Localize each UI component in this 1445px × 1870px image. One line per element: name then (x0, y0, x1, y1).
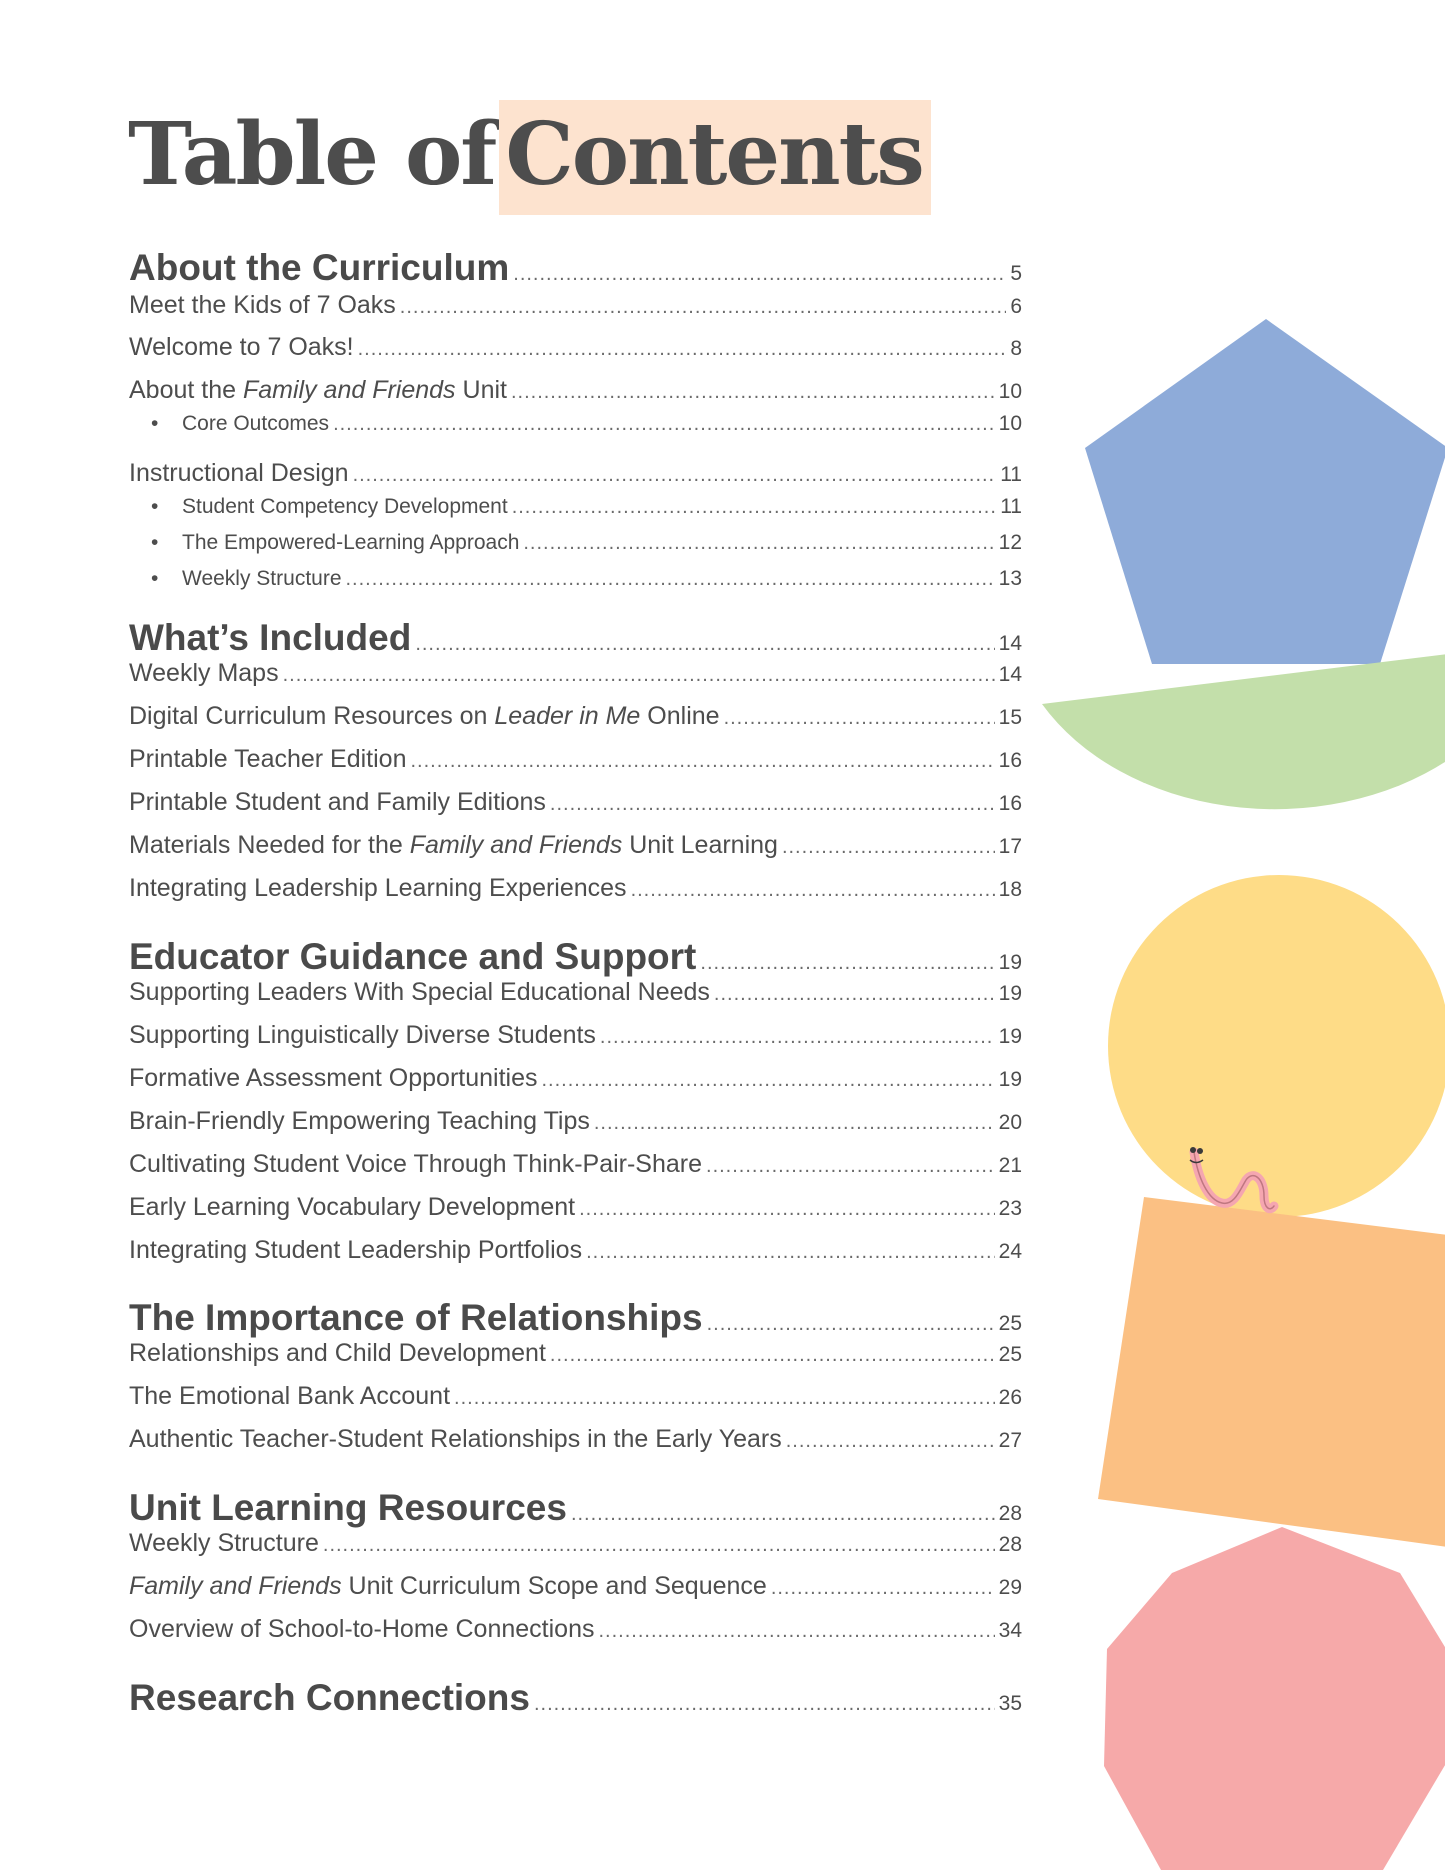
page-number: 5 (1010, 262, 1022, 285)
page-number: 14 (998, 663, 1022, 686)
page-number: 28 (998, 1533, 1022, 1556)
toc-label: Weekly Structure (129, 1529, 319, 1557)
toc-label-italic: Leader in Me (494, 702, 641, 730)
page-number: 18 (998, 878, 1022, 901)
toc-label: Core Outcomes (182, 412, 330, 435)
page-number: 19 (998, 1025, 1022, 1048)
page-number: 12 (998, 531, 1022, 554)
page-number: 19 (998, 951, 1022, 974)
page-number: 19 (998, 982, 1022, 1005)
toc-label: Unit Learning Resources (129, 1487, 567, 1528)
page-number: 25 (998, 1312, 1022, 1335)
page-number: 23 (998, 1197, 1022, 1220)
toc-label: Integrating Leadership Learning Experiences (129, 874, 627, 902)
toc-label: Research Connections (129, 1677, 530, 1718)
page-number: 17 (998, 835, 1022, 858)
page-number: 16 (998, 749, 1022, 772)
page-number: 8 (1010, 337, 1022, 360)
toc-label: Educator Guidance and Support (129, 936, 697, 977)
toc-label: The Emotional Bank Account (129, 1382, 451, 1410)
bullet-icon: • (151, 531, 159, 554)
page-number: 27 (998, 1429, 1022, 1452)
page-number: 10 (998, 380, 1022, 403)
bullet-icon: • (151, 412, 159, 435)
toc-label: Integrating Student Leadership Portfolios (129, 1236, 583, 1264)
toc-label: Authentic Teacher-Student Relationships in the Early Years (129, 1425, 782, 1453)
toc-label-italic: Family and Friends (242, 376, 456, 404)
toc-label: Relationships and Child Development (129, 1339, 546, 1367)
bullet-icon: • (151, 495, 159, 518)
page-number: 16 (998, 792, 1022, 815)
page-number: 11 (1000, 463, 1022, 486)
toc-label-text: Online (640, 702, 720, 730)
page-number: 20 (998, 1111, 1022, 1134)
toc-label-text: Unit Curriculum Scope and Sequence (341, 1572, 767, 1600)
toc-label: Brain-Friendly Empowering Teaching Tips (129, 1107, 590, 1135)
square-shape (1098, 1197, 1445, 1547)
toc-label: About the Curriculum (129, 247, 510, 288)
toc-label-text: Unit Learning (622, 831, 778, 859)
toc-label-text: About the (129, 376, 243, 404)
toc-label-text: Unit (455, 376, 507, 404)
page-number: 34 (998, 1619, 1022, 1642)
bullet-icon: • (151, 567, 159, 590)
page-number: 15 (998, 706, 1022, 729)
page-number: 26 (998, 1386, 1022, 1409)
page-number: 6 (1010, 295, 1022, 318)
circle-shape (1108, 875, 1445, 1217)
toc-label: The Empowered-Learning Approach (182, 531, 520, 554)
page-number: 10 (998, 412, 1022, 435)
toc-label: Instructional Design (129, 459, 349, 487)
page-number: 25 (998, 1343, 1022, 1366)
page-number: 21 (998, 1154, 1022, 1177)
toc-label-italic: Family and Friends (129, 1572, 342, 1600)
heptagon-shape (1104, 1527, 1445, 1870)
toc-label: Early Learning Vocabulary Development (129, 1193, 576, 1221)
page-number: 29 (998, 1576, 1022, 1599)
toc-label: The Importance of Relationships (129, 1297, 703, 1338)
toc-label-text: Digital Curriculum Resources on (129, 702, 495, 730)
page-number: 35 (998, 1692, 1022, 1715)
pentagon-shape (1085, 319, 1445, 664)
half-circle-shape (1042, 654, 1445, 809)
toc-label: Printable Student and Family Editions (129, 788, 546, 816)
page-number: 11 (1000, 495, 1022, 518)
toc-label: What’s Included (129, 617, 412, 658)
toc-label: Printable Teacher Edition (129, 745, 407, 773)
page-title-highlight: Contents (499, 100, 930, 215)
toc-label: Cultivating Student Voice Through Think-Pair-Share (129, 1150, 703, 1178)
toc-label: Meet the Kids of 7 Oaks (129, 291, 396, 319)
page-number: 19 (998, 1068, 1022, 1091)
toc-label: Formative Assessment Opportunities (129, 1064, 538, 1092)
toc-label: Student Competency Development (182, 495, 508, 518)
toc-label: Overview of School-to-Home Connections (129, 1615, 595, 1643)
toc-label: Weekly Maps (129, 659, 279, 687)
page-number: 28 (998, 1502, 1022, 1525)
page-number: 24 (998, 1240, 1022, 1263)
page-title-part1: Table of (128, 104, 496, 205)
toc-label-italic: Family and Friends (409, 831, 623, 859)
page-number: 14 (998, 632, 1022, 655)
toc-label: Weekly Structure (182, 567, 342, 590)
toc-label: Supporting Linguistically Diverse Students (129, 1021, 596, 1049)
toc-label: Welcome to 7 Oaks! (129, 333, 354, 361)
page-number: 13 (998, 567, 1022, 590)
toc-label-text: Materials Needed for the (129, 831, 410, 859)
toc-label: Supporting Leaders With Special Educational Needs (129, 978, 710, 1006)
